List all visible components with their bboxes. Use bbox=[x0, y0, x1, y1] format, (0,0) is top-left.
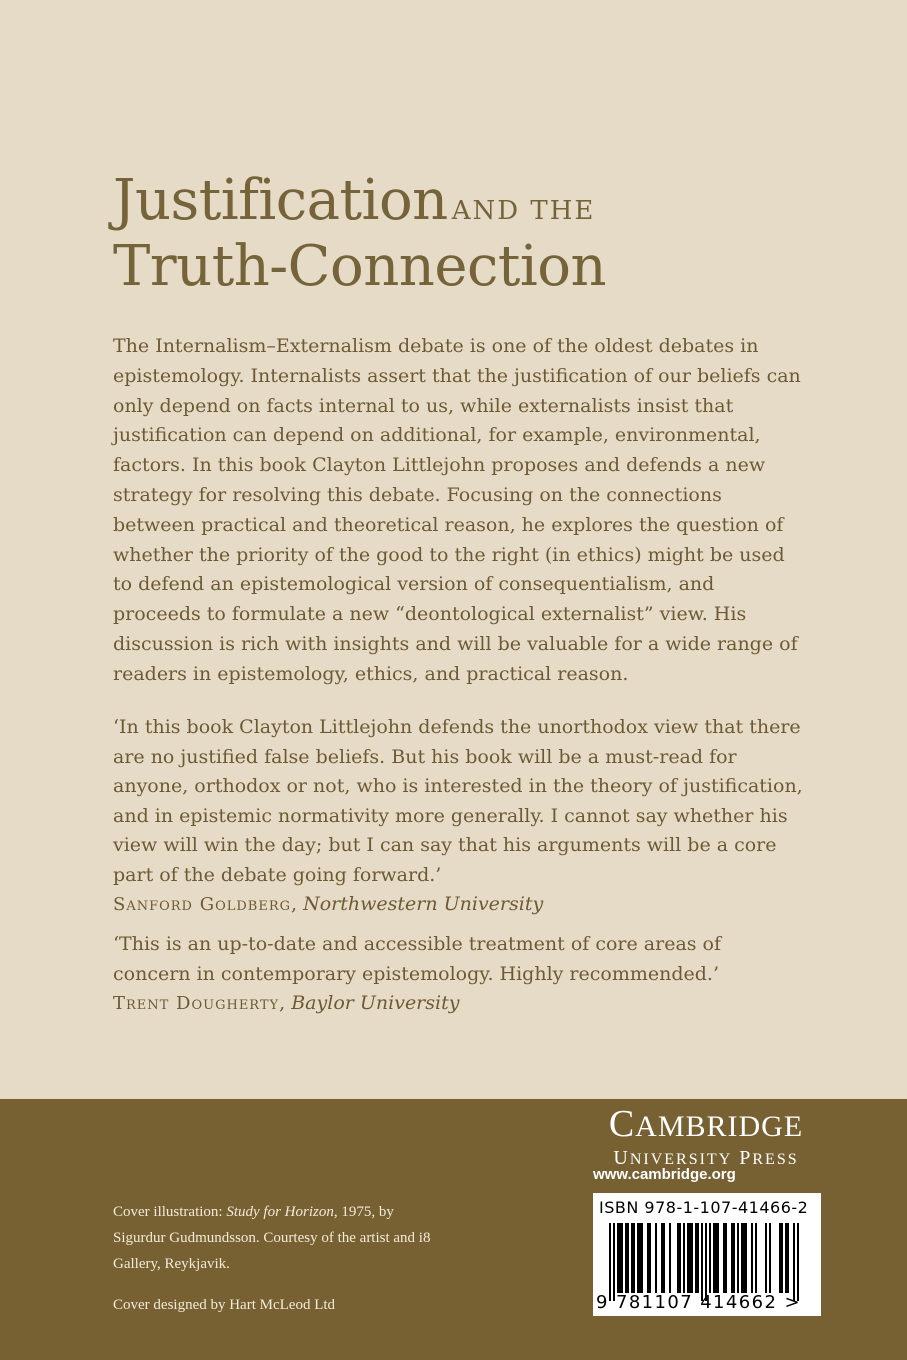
barcode-bar bbox=[785, 1223, 787, 1293]
cover-design-credit: Cover designed by Hart McLeod Ltd bbox=[113, 1297, 336, 1313]
barcode-bar bbox=[691, 1223, 693, 1293]
barcode-bar bbox=[705, 1223, 707, 1301]
barcode-bar bbox=[793, 1223, 795, 1301]
isbn-number: ISBN 978-1-107-41466-2 bbox=[599, 1198, 809, 1217]
barcode-bar bbox=[669, 1223, 671, 1293]
barcode-bar bbox=[787, 1223, 789, 1293]
barcode-bar bbox=[717, 1223, 719, 1293]
barcode-bar bbox=[743, 1223, 745, 1293]
barcode-bar bbox=[713, 1223, 715, 1293]
quote-author: Trent Dougherty bbox=[113, 993, 280, 1014]
barcode-bar bbox=[779, 1223, 781, 1293]
barcode-bar bbox=[663, 1223, 665, 1293]
barcode-bar bbox=[765, 1223, 767, 1293]
barcode-bar bbox=[641, 1223, 643, 1293]
quote-attribution: Sanford Goldberg, Northwestern University bbox=[113, 893, 544, 915]
barcode-bar bbox=[797, 1223, 799, 1301]
publisher-logo bbox=[590, 1104, 822, 1171]
isbn-barcode bbox=[593, 1193, 821, 1316]
barcode-bar bbox=[683, 1223, 685, 1293]
barcode-bar bbox=[723, 1223, 725, 1293]
quote-author: Sanford Goldberg bbox=[113, 894, 292, 915]
barcode-bar bbox=[655, 1223, 657, 1293]
barcode-bar bbox=[647, 1223, 649, 1293]
barcode-bar bbox=[701, 1223, 703, 1301]
quote-institution: Northwestern University bbox=[303, 893, 544, 915]
barcode-bar bbox=[625, 1223, 627, 1293]
barcode-bar bbox=[631, 1223, 633, 1293]
barcode-bar bbox=[741, 1223, 743, 1293]
quote-text: ‘In this book Clayton Littlejohn defends the unorthodox view that there are no justified false beliefs. But his book will be a must-read for anyone, orthodox or not, who is interested in the theory of justification, and in epistemic normativity more generally. I cannot say whether his view will win the day; but I can say that his arguments will be a core part of the debate going forward.’ bbox=[113, 716, 803, 886]
barcode-bar bbox=[619, 1223, 621, 1293]
barcode-bar bbox=[755, 1223, 757, 1293]
barcode-bar bbox=[637, 1223, 639, 1293]
publisher-website[interactable]: www.cambridge.org bbox=[593, 1166, 736, 1183]
barcode-bar bbox=[737, 1223, 739, 1293]
book-title bbox=[113, 168, 606, 300]
publisher-subtitle: UNIVERSITY PRESS bbox=[613, 1147, 799, 1169]
barcode-digits: 9 781107 414662 > bbox=[596, 1292, 801, 1313]
barcode-bar bbox=[745, 1223, 747, 1293]
barcode-bar bbox=[697, 1223, 699, 1293]
barcode-bar bbox=[733, 1223, 735, 1293]
barcode-bar bbox=[649, 1223, 651, 1293]
barcode-bar bbox=[679, 1223, 681, 1293]
book-description: The Internalism–Externalism debate is one of the oldest debates in epistemology. Internalists assert that the justification of our beliefs can only depend on facts internal to us, while externalists insist that justification can depend on additional, for example, environmental, factors. In this book Clayton Littlejohn proposes and defends a new strategy for resolving this debate. Focusing on the connections between practical and theoretical reason, he explores the question of whether the priority of the good to the right (in ethics) might be used to defend an epistemological version of consequentialism, and proceeds to formulate a new “deontological externalist” view. His discussion is rich with insights and will be valuable for a wide range of readers in epistemology, ethics, and practical reason. bbox=[113, 335, 801, 685]
barcode-bar bbox=[661, 1223, 663, 1293]
barcode-bar bbox=[627, 1223, 629, 1293]
quote-attribution: Trent Dougherty, Baylor University bbox=[113, 992, 460, 1014]
barcode-bar bbox=[613, 1223, 615, 1301]
credit-details: , 1975, by Sigurdur Gudmundsson. Courtesy of the artist and i8 Gallery, Reykjavik. bbox=[113, 1204, 431, 1272]
artwork-title: Study for Horizon bbox=[226, 1204, 334, 1220]
barcode-bar bbox=[609, 1223, 611, 1301]
barcode-bar bbox=[677, 1223, 679, 1293]
endorsement-quote bbox=[113, 930, 803, 1019]
barcode-bar bbox=[769, 1223, 771, 1293]
barcode-bar bbox=[715, 1223, 717, 1293]
publisher-name: CAMBRIDGE bbox=[608, 1103, 804, 1145]
quote-institution: Baylor University bbox=[291, 992, 460, 1014]
barcode-bar bbox=[687, 1223, 689, 1293]
barcode-bar bbox=[695, 1223, 697, 1293]
barcode-bar bbox=[709, 1223, 711, 1293]
barcode-bar bbox=[621, 1223, 623, 1293]
title-word-justification: Justification bbox=[113, 168, 448, 233]
barcode-bar bbox=[689, 1223, 691, 1293]
barcode-bar bbox=[639, 1223, 641, 1293]
cover-illustration-credit bbox=[113, 1199, 443, 1277]
title-connector: AND THE bbox=[451, 196, 596, 226]
quote-text: ‘This is an up-to-date and accessible treatment of core areas of concern in contemporary epistemology. Highly recommended.’ bbox=[113, 933, 722, 985]
barcode-bar bbox=[781, 1223, 783, 1293]
credit-prefix: Cover illustration: bbox=[113, 1204, 227, 1220]
barcode-bar bbox=[633, 1223, 635, 1293]
barcode-bar bbox=[751, 1223, 753, 1293]
endorsement-quote bbox=[113, 713, 803, 920]
barcode-bar bbox=[731, 1223, 733, 1293]
title-word-truth-connection: Truth-Connection bbox=[113, 234, 607, 299]
barcode-bar bbox=[725, 1223, 727, 1293]
barcode-bar bbox=[617, 1223, 619, 1293]
